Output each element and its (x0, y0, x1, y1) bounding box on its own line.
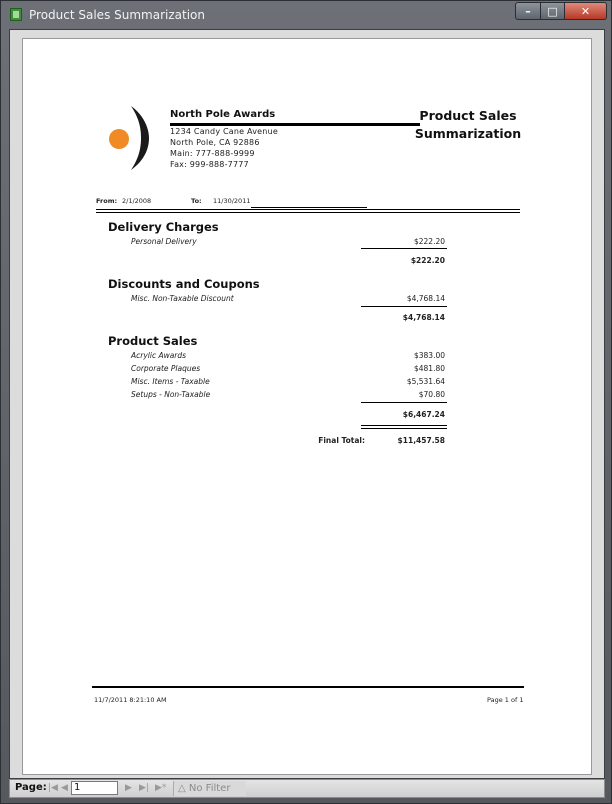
line-item-label: Setups - Non-Taxable (131, 390, 211, 399)
line-item-label: Personal Delivery (131, 237, 197, 246)
report-page (22, 38, 592, 775)
subtotal-rule (361, 306, 447, 307)
maximize-button[interactable] (541, 2, 565, 20)
address-line-2: North Pole, CA 92886 (170, 138, 260, 147)
section-heading-discounts: Discounts and Coupons (108, 277, 260, 291)
header-double-rule-2 (96, 212, 520, 213)
maximize-icon: □ (547, 4, 558, 18)
footer-rule (92, 686, 524, 688)
page-number-input[interactable]: 1 (71, 781, 118, 795)
to-label: To: (191, 197, 202, 205)
next-page-button[interactable]: ▶ (125, 783, 132, 793)
section-subtotal: $222.20 (410, 256, 445, 265)
from-date: 2/1/2008 (122, 197, 152, 205)
line-item-amount: $481.80 (413, 364, 445, 373)
phone-main: Main: 777-888-9999 (170, 149, 255, 158)
report-preview-area[interactable] (9, 29, 605, 779)
final-double-rule-1 (361, 425, 447, 426)
phone-fax: Fax: 999-888-7777 (170, 160, 249, 169)
line-item-amount: $222.20 (413, 237, 445, 246)
report-title-line-2: Summarization (414, 126, 522, 141)
report-title-line-1: Product Sales (419, 108, 517, 123)
company-name: North Pole Awards (170, 109, 276, 120)
page-label: Page: (15, 782, 47, 793)
filter-toggle-button[interactable] (173, 781, 246, 796)
line-item-amount: $4,768.14 (406, 294, 445, 303)
line-item-amount: $383.00 (413, 351, 445, 360)
access-app-icon (10, 8, 22, 21)
address-line-1: 1234 Candy Cane Avenue (170, 127, 278, 136)
subtotal-rule (361, 402, 447, 403)
section-heading-delivery: Delivery Charges (108, 220, 219, 234)
section-subtotal: $6,467.24 (402, 410, 445, 419)
filter-icon: △ (178, 783, 186, 794)
close-button[interactable] (565, 2, 607, 20)
close-icon: ✕ (580, 4, 591, 18)
footer-timestamp: 11/7/2011 8:21:10 AM (94, 696, 167, 704)
final-total-amount: $11,457.58 (397, 436, 445, 445)
header-double-rule-1 (96, 209, 520, 210)
minimize-icon: – (525, 4, 531, 18)
minimize-button[interactable] (515, 2, 541, 20)
window-title: Product Sales Summarization (29, 8, 205, 22)
section-subtotal: $4,768.14 (402, 313, 445, 322)
subtotal-rule (361, 248, 447, 249)
line-item-amount: $70.80 (418, 390, 445, 399)
line-item-label: Misc. Non-Taxable Discount (131, 294, 234, 303)
previous-page-button[interactable]: ◀ (61, 783, 68, 793)
line-item-amount: $5,531.64 (406, 377, 445, 386)
line-item-label: Corporate Plaques (131, 364, 201, 373)
line-item-label: Acrylic Awards (131, 351, 187, 360)
record-navigation-bar (9, 779, 605, 798)
filter-label: No Filter (188, 783, 231, 794)
report-title (413, 107, 523, 143)
company-logo (109, 106, 149, 170)
footer-page-number: Page 1 of 1 (487, 696, 524, 704)
header-rule (170, 123, 420, 126)
last-page-button[interactable]: ▶| (139, 783, 149, 793)
first-page-button[interactable]: |◀ (48, 783, 58, 793)
line-item-label: Misc. Items - Taxable (131, 377, 210, 386)
section-heading-product-sales: Product Sales (108, 334, 198, 348)
title-bar (1, 1, 612, 29)
new-record-button[interactable]: ▶* (155, 783, 167, 793)
final-double-rule-2 (361, 428, 447, 429)
from-label: From: (96, 197, 118, 205)
to-date: 11/30/2011 (213, 197, 251, 205)
to-date-underline (251, 207, 367, 208)
final-total-label: Final Total: (318, 436, 365, 445)
